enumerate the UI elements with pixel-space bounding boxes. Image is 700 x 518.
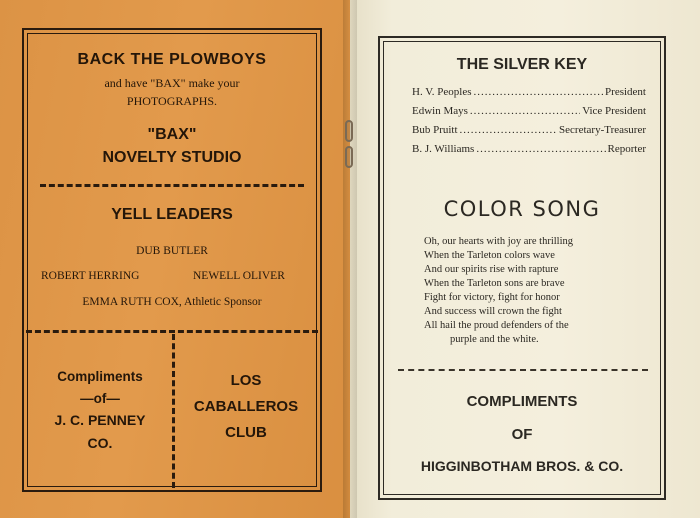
song-line: When the Tarleton colors wave [424, 250, 555, 261]
song-line: And success will crown the fight [424, 306, 562, 317]
officer-name: Bub Pruitt [412, 124, 458, 136]
officer-role: President [605, 86, 646, 98]
photographs-line: PHOTOGRAPHS. [126, 94, 218, 108]
divider-1 [40, 184, 304, 187]
officer-row [412, 124, 646, 136]
leader-dots [460, 124, 558, 136]
yell-leader-name: DUB BUTLER [136, 245, 208, 257]
higginbotham-compliments: COMPLIMENTS [466, 393, 578, 410]
caballeros-club: CLUB [225, 424, 267, 441]
yell-leaders-heading: YELL LEADERS [111, 206, 233, 223]
leader-dots [470, 105, 580, 117]
bax-line: and have "BAX" make your [104, 76, 240, 90]
yell-leader-name: NEWELL OLIVER [193, 270, 285, 282]
penney-co: CO. [87, 435, 113, 451]
silver-key-heading: THE SILVER KEY [456, 56, 588, 73]
novelty-studio: NOVELTY STUDIO [102, 149, 242, 166]
song-line: When the Tarleton sons are brave [424, 278, 565, 289]
color-song-heading: COLOR SONG [443, 197, 601, 221]
plowboys-headline: BACK THE PLOWBOYS [77, 51, 267, 68]
song-line: And our spirits rise with rapture [424, 264, 559, 275]
officer-role: Vice President [582, 105, 646, 117]
song-line: All hail the proud defenders of the [424, 320, 569, 331]
penney-name: J. C. PENNEY [54, 412, 146, 428]
officer-row [412, 143, 646, 155]
caballeros-name: CABALLEROS [193, 398, 299, 415]
officer-name: Edwin Mays [412, 105, 468, 117]
penney-compliments: Compliments [57, 369, 143, 384]
officer-name: H. V. Peoples [412, 86, 472, 98]
officer-row [412, 86, 646, 98]
leader-dots [474, 86, 604, 98]
divider-2 [26, 330, 318, 333]
penney-of: —of— [80, 391, 120, 406]
staple-top [345, 120, 353, 142]
song-line: Fight for victory, fight for honor [424, 292, 560, 303]
divider-vertical [172, 334, 175, 488]
officer-role: Secretary-Treasurer [559, 124, 646, 136]
athletic-sponsor: EMMA RUTH COX, Athletic Sponsor [82, 296, 262, 308]
officer-role: Reporter [607, 143, 646, 155]
caballeros-los: LOS [230, 372, 262, 389]
officer-name: B. J. Williams [412, 143, 475, 155]
song-line: purple and the white. [450, 334, 539, 345]
song-line: Oh, our hearts with joy are thrilling [424, 236, 574, 247]
higginbotham-name: HIGGINBOTHAM BROS. & CO. [420, 458, 624, 474]
staple-bottom [345, 146, 353, 168]
yell-leader-name: ROBERT HERRING [41, 270, 140, 282]
divider-right [398, 369, 648, 371]
book-spine [343, 0, 357, 518]
officer-row [412, 105, 646, 117]
leader-dots [476, 143, 605, 155]
higginbotham-of: OF [511, 426, 533, 443]
bax-name: "BAX" [147, 126, 197, 143]
